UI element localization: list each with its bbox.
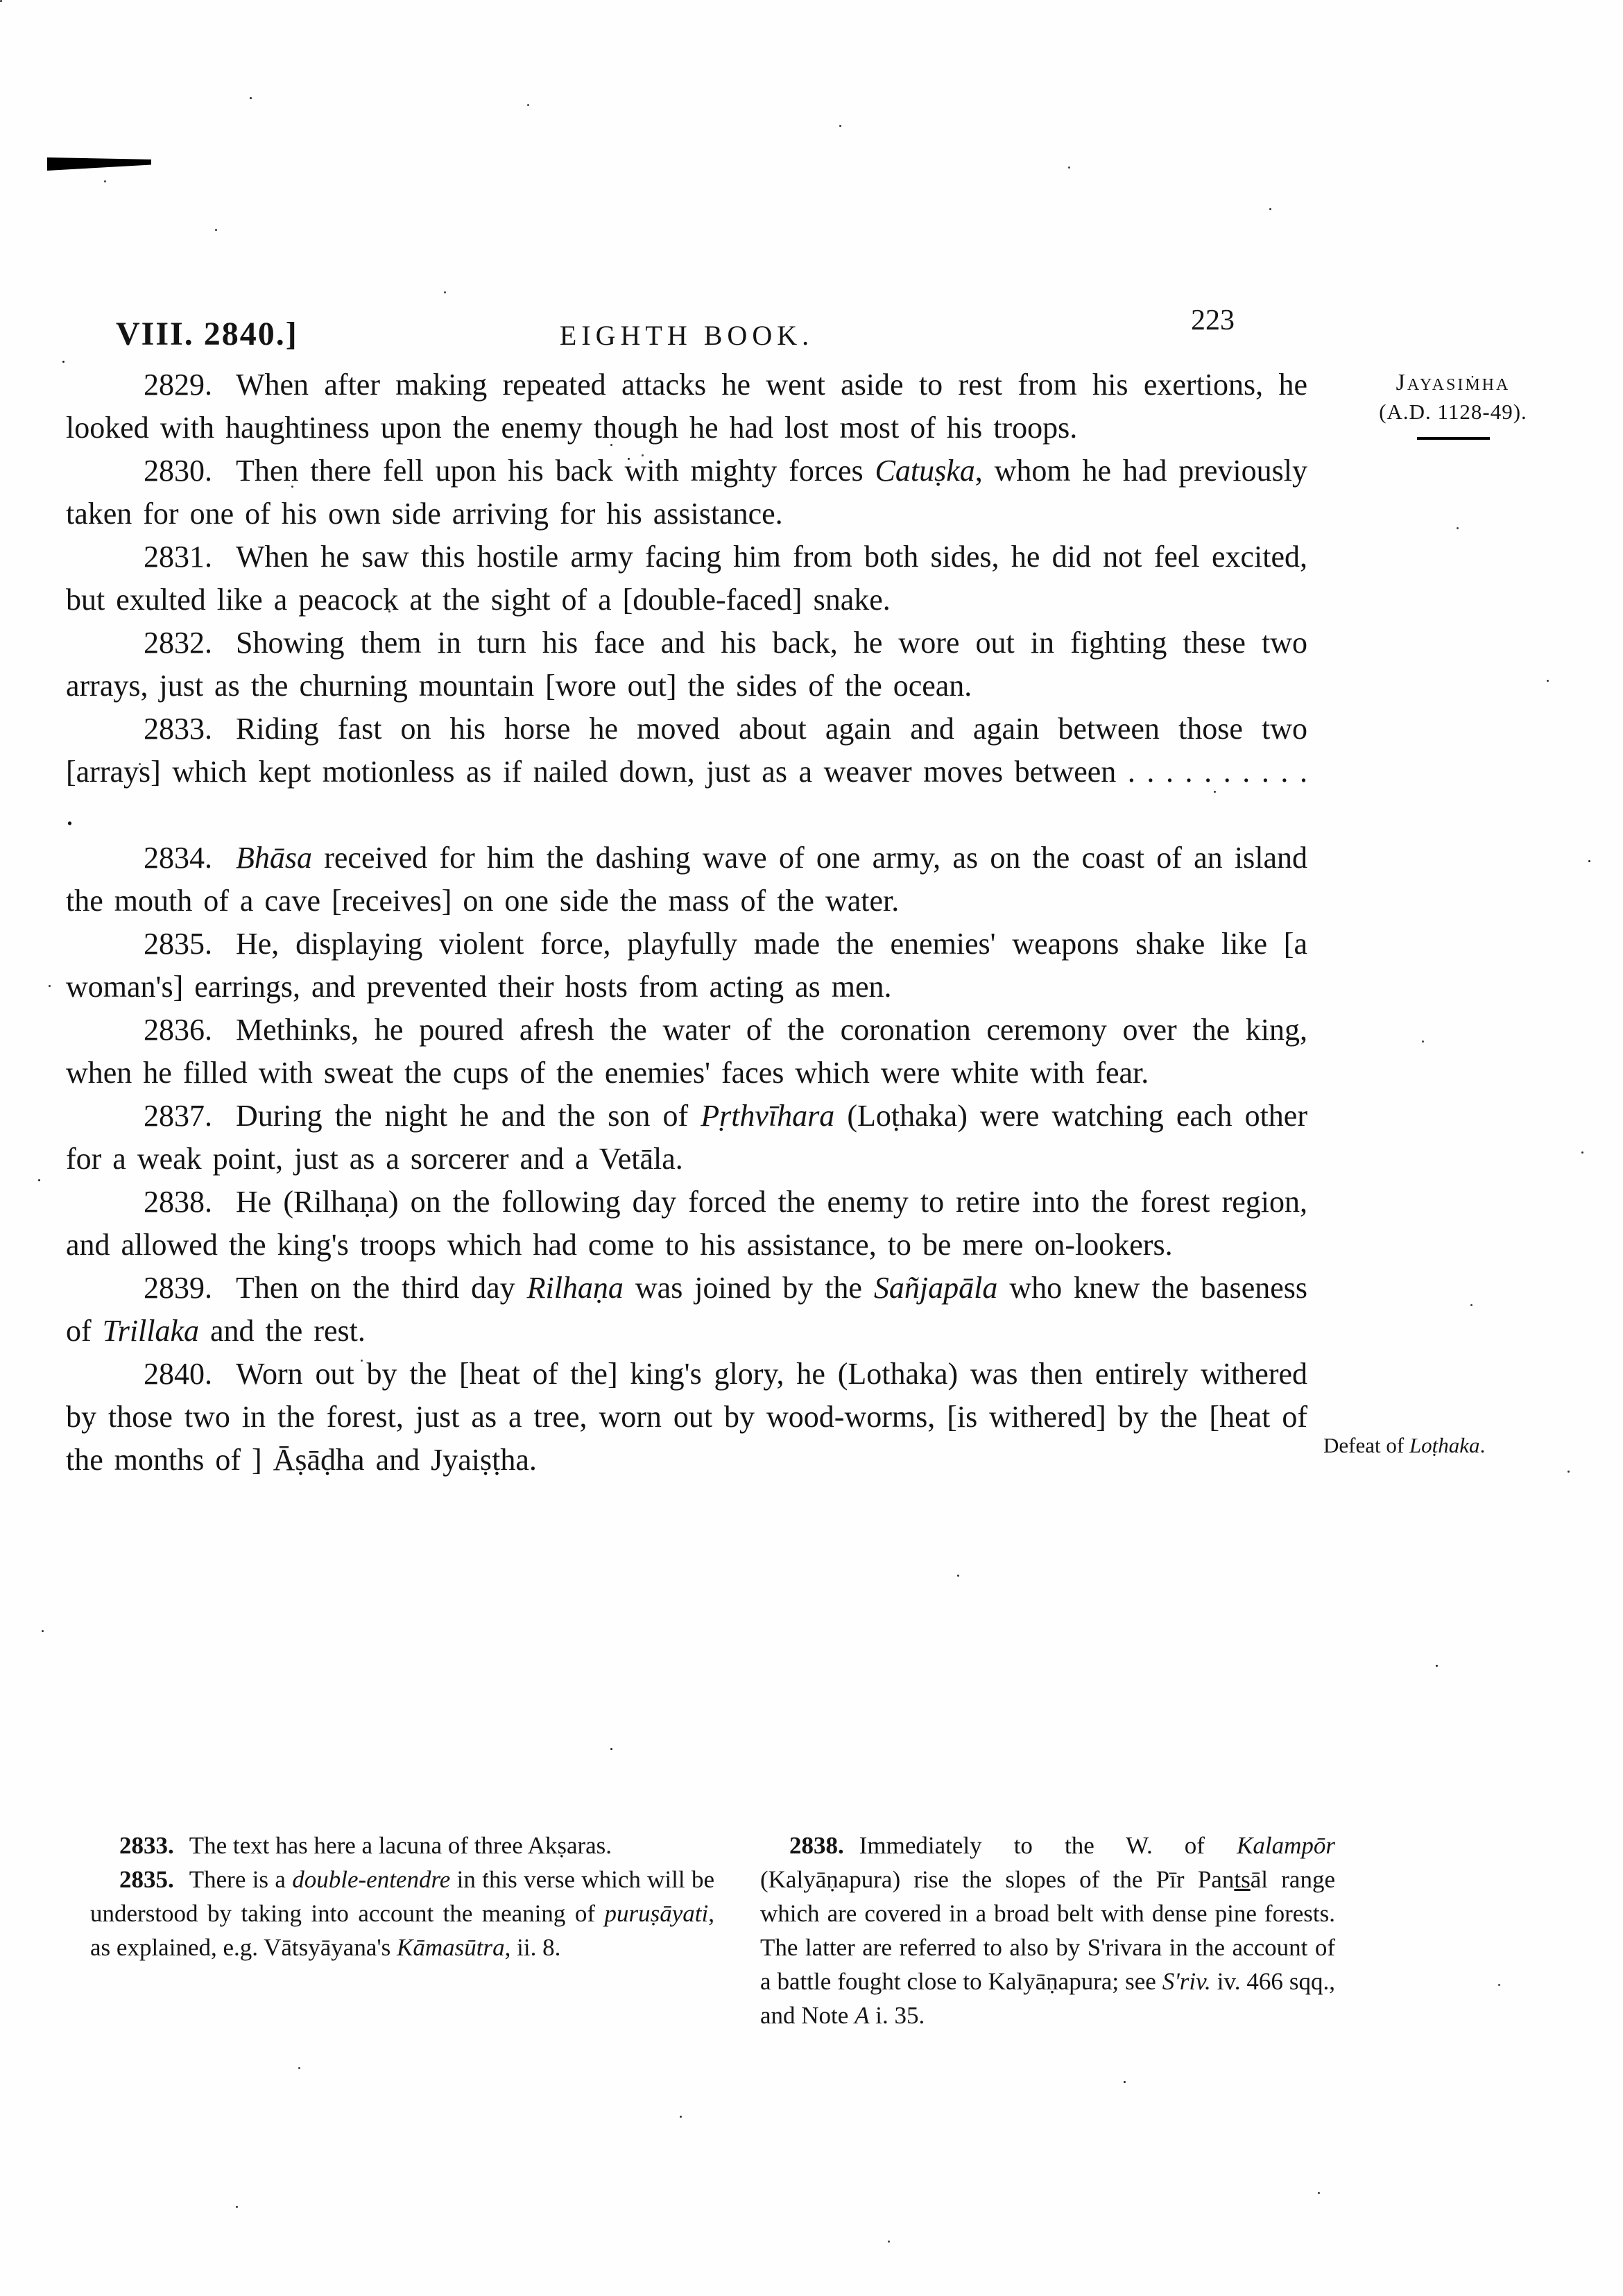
verse-2832: 2832. Showing them in turn his face and his back, he wore out in fighting these two arrays, just as the churning mountain [wore out] the sides of the ocean.	[66, 626, 1307, 703]
verse-2830: 2830. Then there fell upon his back with mighty forces Catuṣka, whom he had previously taken for one of his own side arriving for his assistance.	[66, 454, 1308, 531]
emphasized-term: Trillaka	[102, 1314, 200, 1348]
verse-2837: 2837. During the night he and the son of Pṛthvīhara (Loṭhaka) were watching each other for a weak point, just as a sorcerer and a Vetāla.	[66, 1099, 1307, 1176]
verse-2834: 2834. Bhāsa received for him the dashing wave of one army, as on the coast of an island the mouth of a cave [receives] on one side the mass of the water.	[66, 841, 1307, 918]
verse-number: 2833.	[144, 712, 212, 746]
verse-2835: 2835. He, displaying violent force, playfully made the enemies' weapons shake like [a woman's] earrings, and prevented their hosts from acting as men.	[66, 927, 1307, 1004]
verse-number: 2838.	[144, 1185, 212, 1219]
verse-number: 2829.	[144, 368, 212, 402]
footnote-column-right	[760, 1828, 1335, 2032]
running-head	[66, 305, 1307, 358]
emphasized-term: double-entendre	[292, 1866, 451, 1893]
emphasized-term: Kāmasūtra	[397, 1934, 505, 1961]
verse-2836: 2836. Methinks, he poured afresh the water of the coronation ceremony over the king, when he filled with sweat the cups of the enemies' faces which were white with fear.	[66, 1013, 1307, 1090]
page-number: 223	[1191, 305, 1235, 336]
verse-number: 2840.	[144, 1357, 212, 1391]
footnote-2838: 2838. Immediately to the W. of Kalampōr (Kalyāṇapura) rise the slopes of the Pīr Pantsāl range which are covered in a broad belt with dense pine forests. The latter are referred to also by S'rivara in the account of a battle fought close to Kalyāṇapura; see S'riv. iv. 466 sqq., and Note A i. 35.	[760, 1832, 1335, 2029]
section-reference: VIII. 2840.]	[116, 316, 298, 352]
verse-number: 2834.	[144, 841, 212, 875]
emphasized-term: Loṭhaka	[1409, 1433, 1480, 1457]
margin-rule	[1417, 437, 1490, 440]
emphasized-term: Catuṣka	[875, 454, 975, 488]
verse-number: 2831.	[144, 540, 212, 574]
ruler-dates: (A.D. 1128-49).	[1379, 400, 1527, 424]
footnote-number: 2838.	[789, 1832, 844, 1859]
emphasized-term: Rilhaṇa	[526, 1271, 624, 1305]
footnote-2833: 2833. The text has here a lacuna of three Akṣaras.	[119, 1832, 612, 1859]
verse-number: 2839.	[144, 1271, 212, 1305]
emphasized-term: ts	[1234, 1866, 1251, 1893]
verse-number: 2837.	[144, 1099, 212, 1133]
verse-2829: 2829. When after making repeated attacks he went aside to rest from his exertions, he looked with haughtiness upon the enemy though he had lost most of his troops.	[66, 368, 1307, 445]
ruler-name: Jayasiṁha	[1396, 370, 1511, 395]
verse-2840: 2840. Worn out by the [heat of the] king's glory, he (Lothaka) was then entirely withered by those two in the forest, just as a tree, worn out by wood-worms, [is withered] by the [heat of the months of ] Āṣāḍha and Jyaiṣṭha.	[66, 1357, 1307, 1477]
footnote-column-left	[90, 1828, 714, 2032]
margin-note-ruler	[1321, 369, 1585, 440]
verse-number: 2830.	[144, 454, 212, 488]
emphasized-term: puruṣāyati	[604, 1900, 709, 1927]
footnotes	[90, 1828, 1335, 2032]
verse-2838: 2838. He (Rilhaṇa) on the following day forced the enemy to retire into the forest region, and allowed the king's troops which had come to his assistance, to be mere on-lookers.	[66, 1185, 1307, 1262]
verse-number: 2835.	[144, 927, 212, 961]
footnote-2835: 2835. There is a double-entendre in this verse which will be understood by taking into account the meaning of puruṣāyati, as explained, e.g. Vātsyāyana's Kāmasūtra, ii. 8.	[90, 1866, 715, 1961]
emphasized-term: Kalampōr	[1237, 1832, 1335, 1859]
emphasized-term: Pṛthvīhara	[701, 1099, 835, 1133]
scan-artifact-mark	[47, 157, 151, 171]
scan-noise	[0, 0, 2, 2]
emphasized-term: Bhāsa	[236, 841, 312, 875]
emphasized-term: S'riv.	[1162, 1968, 1211, 1995]
emphasized-term: A	[855, 2002, 870, 2029]
margin-note-event: Defeat of Loṭhaka.	[1323, 1433, 1486, 1457]
verse-2833: 2833. Riding fast on his horse he moved about again and again between those two [arrays] which kept motionless as if nailed down, just as a weaver moves between . . . . . . . . . . .	[66, 712, 1307, 832]
verse-number: 2832.	[144, 626, 212, 660]
verse-list	[66, 363, 1307, 1482]
footnote-number: 2833.	[119, 1832, 174, 1859]
emphasized-term: Sañjapāla	[873, 1271, 998, 1305]
book-title: EIGHTH BOOK.	[559, 320, 814, 351]
verse-2831: 2831. When he saw this hostile army facing him from both sides, he did not feel excited, but exulted like a peacock at the sight of a [double-faced] snake.	[66, 540, 1307, 617]
verse-2839: 2839. Then on the third day Rilhaṇa was joined by the Sañjapāla who knew the baseness of Trillaka and the rest.	[66, 1271, 1307, 1348]
footnote-number: 2835.	[119, 1866, 174, 1893]
verse-number: 2836.	[144, 1013, 212, 1047]
